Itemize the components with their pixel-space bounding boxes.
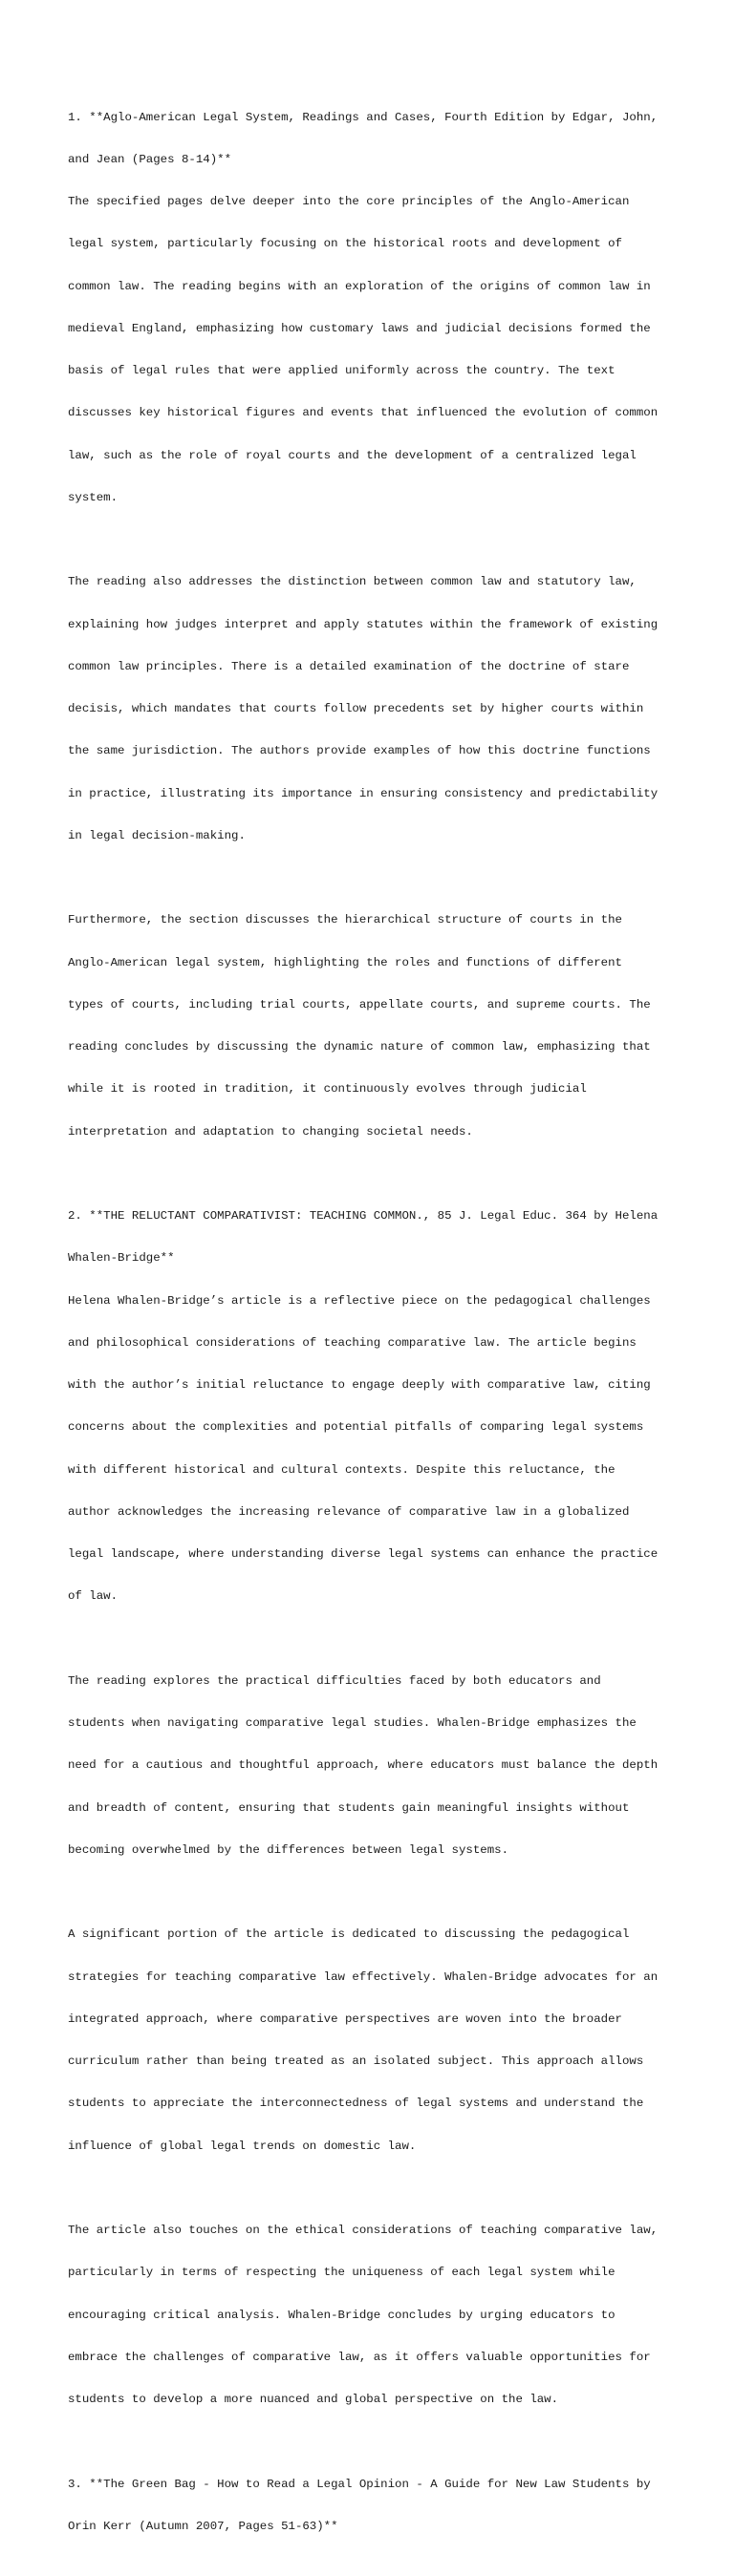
text-line: with different historical and cultural contexts. Despite this reluctance, the xyxy=(68,1462,615,1477)
paragraph-2 xyxy=(68,547,680,871)
text-line: embrace the challenges of comparative law, as it offers valuable opportunities for xyxy=(68,2350,651,2364)
text-line: influence of global legal trends on domestic law. xyxy=(68,2139,417,2153)
text-line: Furthermore, the section discusses the hierarchical structure of courts in the xyxy=(68,913,622,927)
text-line: 3. **The Green Bag - How to Read a Legal Opinion - A Guide for New Law Students by xyxy=(68,2477,651,2491)
text-line: becoming overwhelmed by the differences between legal systems. xyxy=(68,1842,509,1857)
text-line: The reading also addresses the distinction between common law and statutory law, xyxy=(68,575,637,589)
text-line: types of courts, including trial courts, appellate courts, and supreme courts. The xyxy=(68,997,651,1011)
text-line: The specified pages delve deeper into the core principles of the Anglo-American xyxy=(68,195,630,208)
text-line: law, such as the role of royal courts and the development of a centralized legal xyxy=(68,448,637,462)
text-line: 2. **THE RELUCTANT COMPARATIVIST: TEACHING COMMON., 85 J. Legal Educ. 364 by Helena xyxy=(68,1209,658,1223)
text-line: curriculum rather than being treated as an isolated subject. This approach allows xyxy=(68,2054,644,2068)
paragraph-1-heading-and-summary xyxy=(68,82,680,533)
text-line: common law principles. There is a detailed examination of the doctrine of stare xyxy=(68,659,630,673)
text-line: concerns about the complexities and potential pitfalls of comparing legal systems xyxy=(68,1420,644,1435)
text-line: discusses key historical figures and events that influenced the evolution of common xyxy=(68,406,658,420)
text-line: 1. **Aglo-American Legal System, Readings and Cases, Fourth Edition by Edgar, John, xyxy=(68,110,658,124)
text-line: legal landscape, where understanding diverse legal systems can enhance the practice xyxy=(68,1547,658,1561)
text-line: Anglo-American legal system, highlighting the roles and functions of different xyxy=(68,955,622,969)
text-line: the same jurisdiction. The authors provide examples of how this doctrine functions xyxy=(68,744,651,758)
text-line: The reading explores the practical difficulties faced by both educators and xyxy=(68,1673,601,1688)
paragraph-4-heading-and-summary xyxy=(68,1182,680,1632)
text-line: The article also touches on the ethical considerations of teaching comparative law, xyxy=(68,2224,658,2237)
text-line: in practice, illustrating its importance in ensuring consistency and predictability xyxy=(68,786,658,800)
paragraph-8-heading xyxy=(68,2449,680,2562)
text-line: students to develop a more nuanced and global perspective on the law. xyxy=(68,2393,559,2406)
text-line: basis of legal rules that were applied uniformly across the country. The text xyxy=(68,364,615,377)
text-line: integrated approach, where comparative perspectives are woven into the broader xyxy=(68,2012,622,2026)
text-line: reading concludes by discussing the dynamic nature of common law, emphasizing that xyxy=(68,1040,651,1054)
paragraph-3 xyxy=(68,885,680,1167)
text-line: of law. xyxy=(68,1589,119,1604)
text-line: with the author’s initial reluctance to engage deeply with comparative law, citing xyxy=(68,1378,651,1392)
document-page xyxy=(68,82,680,2576)
text-line: explaining how judges interpret and apply statutes within the framework of existing xyxy=(68,617,658,631)
text-line: strategies for teaching comparative law effectively. Whalen-Bridge advocates for an xyxy=(68,1969,658,1984)
text-line: students to appreciate the interconnectedness of legal systems and understand the xyxy=(68,2097,644,2111)
text-line: system. xyxy=(68,490,119,504)
text-line: need for a cautious and thoughtful approach, where educators must balance the depth xyxy=(68,1758,658,1773)
text-line: and philosophical considerations of teaching comparative law. The article begins xyxy=(68,1335,637,1350)
text-line: common law. The reading begins with an exploration of the origins of common law in xyxy=(68,279,651,293)
text-line: and Jean (Pages 8-14)** xyxy=(68,152,232,166)
text-line: encouraging critical analysis. Whalen-Bridge concludes by urging educators to xyxy=(68,2308,615,2322)
text-line: students when navigating comparative legal studies. Whalen-Bridge emphasizes the xyxy=(68,1716,637,1730)
text-line: interpretation and adaptation to changing societal needs. xyxy=(68,1124,473,1139)
text-line: legal system, particularly focusing on the historical roots and development of xyxy=(68,237,622,251)
paragraph-5 xyxy=(68,1646,680,1885)
text-line: in legal decision-making. xyxy=(68,828,246,842)
text-line: decisis, which mandates that courts follow precedents set by higher courts within xyxy=(68,702,644,715)
text-line: while it is rooted in tradition, it continuously evolves through judicial xyxy=(68,1082,587,1096)
paragraph-6 xyxy=(68,1900,680,2182)
text-line: author acknowledges the increasing relevance of comparative law in a globalized xyxy=(68,1504,630,1519)
text-line: medieval England, emphasizing how customary laws and judicial decisions formed the xyxy=(68,321,651,335)
text-line: Helena Whalen-Bridge’s article is a reflective piece on the pedagogical challenges xyxy=(68,1293,651,1308)
paragraph-7 xyxy=(68,2196,680,2436)
text-line: and breadth of content, ensuring that students gain meaningful insights without xyxy=(68,1800,630,1815)
text-line: particularly in terms of respecting the uniqueness of each legal system while xyxy=(68,2266,615,2280)
text-line: A significant portion of the article is dedicated to discussing the pedagogical xyxy=(68,1927,630,1942)
text-line: Whalen-Bridge** xyxy=(68,1251,175,1266)
text-line: Orin Kerr (Autumn 2007, Pages 51-63)** xyxy=(68,2519,338,2533)
